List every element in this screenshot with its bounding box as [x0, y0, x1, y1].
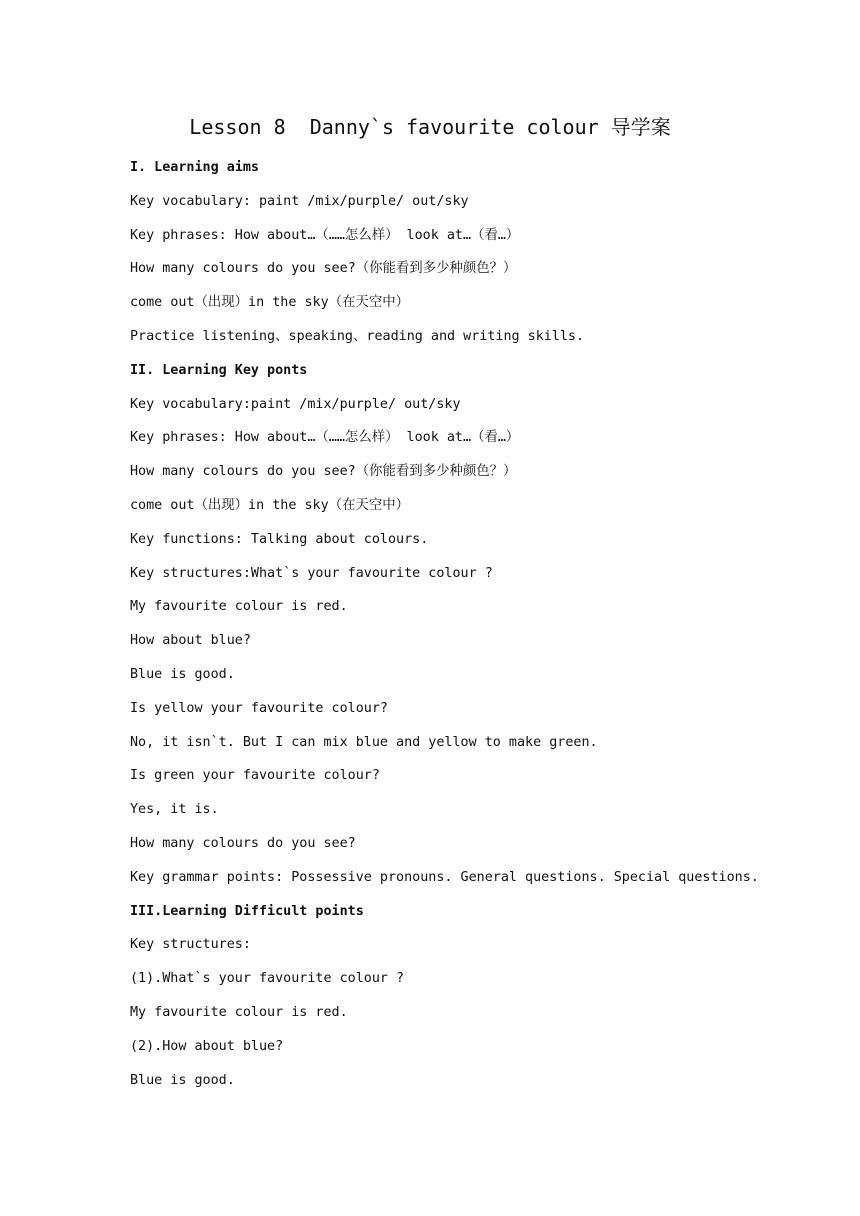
text-line: come out（出现）in the sky（在天空中）: [130, 295, 410, 311]
text-line: Key structures:: [130, 937, 251, 953]
text-line: Key grammar points: Possessive pronouns. General questions. Special questions.: [130, 869, 759, 885]
text-line: Key vocabulary:paint /mix/purple/ out/sky: [130, 396, 461, 412]
text-line: Key functions: Talking about colours.: [130, 531, 429, 547]
text-line: Practice listening、speaking、reading and writing skills.: [130, 328, 585, 344]
text-line: Key phrases: How about…（……怎么样） look at…（看…）: [130, 227, 520, 243]
text-line: How many colours do you see?: [130, 835, 356, 851]
text-line: come out（出现）in the sky（在天空中）: [130, 497, 410, 513]
text-line: Blue is good.: [130, 1072, 235, 1088]
text-line: Is yellow your favourite colour?: [130, 700, 388, 716]
text-line: My favourite colour is red.: [130, 1004, 348, 1020]
text-line: How many colours do you see?（你能看到多少种颜色？）: [130, 261, 517, 277]
text-line: (2).How about blue?: [130, 1038, 284, 1054]
text-line: How many colours do you see?（你能看到多少种颜色？）: [130, 464, 517, 480]
section-heading: II. Learning Key ponts: [130, 362, 308, 378]
text-line: Yes, it is.: [130, 802, 219, 818]
document-title: Lesson 8 Danny`s favourite colour 导学案: [189, 115, 671, 139]
text-line: How about blue?: [130, 633, 251, 649]
text-line: Key structures:What`s your favourite colour ?: [130, 565, 493, 581]
document-body: [130, 151, 830, 1097]
text-line: Key vocabulary: paint /mix/purple/ out/sky: [130, 193, 469, 209]
text-line: No, it isn`t. But I can mix blue and yellow to make green.: [130, 734, 598, 750]
text-line: (1).What`s your favourite colour ?: [130, 971, 405, 987]
section-heading: III.Learning Difficult points: [130, 903, 364, 919]
text-line: Blue is good.: [130, 666, 235, 682]
section-heading: I. Learning aims: [130, 160, 259, 175]
text-line: Is green your favourite colour?: [130, 768, 380, 784]
text-line: Key phrases: How about…（……怎么样） look at…（看…）: [130, 430, 520, 446]
text-line: My favourite colour is red.: [130, 599, 348, 615]
